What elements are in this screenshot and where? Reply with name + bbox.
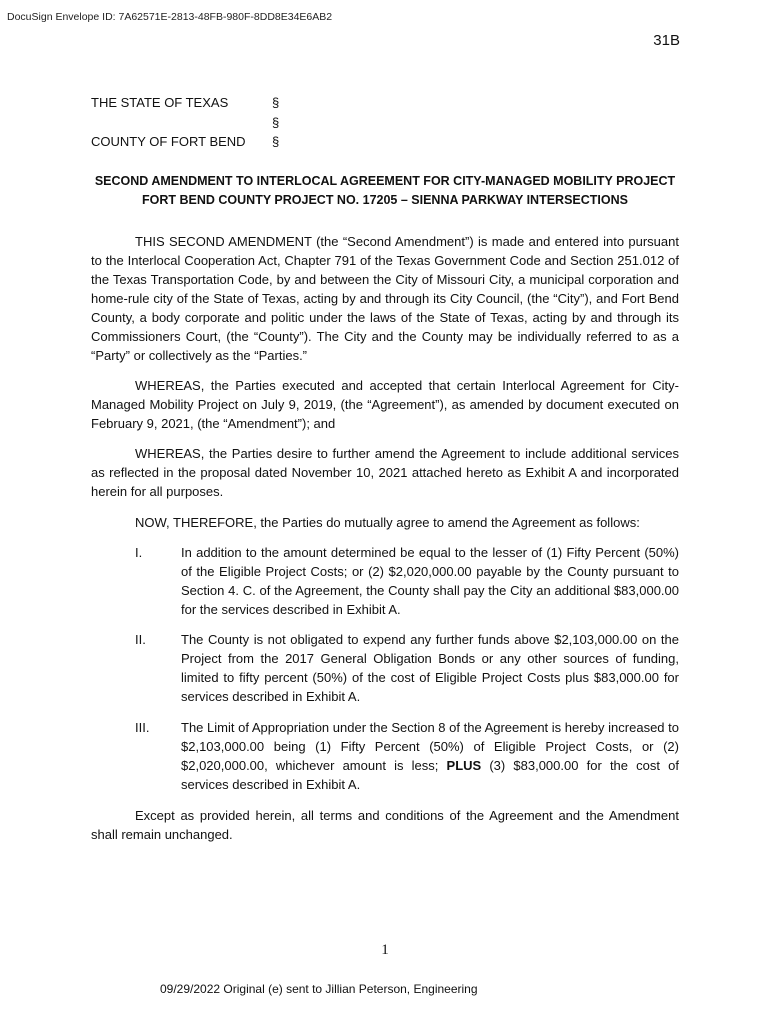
caption-state-row bbox=[91, 95, 280, 110]
section-symbol: § bbox=[272, 134, 280, 149]
item-text-bold: PLUS bbox=[446, 758, 482, 773]
caption-county-row bbox=[91, 134, 280, 149]
title-line-1: SECOND AMENDMENT TO INTERLOCAL AGREEMENT FOR CITY-MANAGED MOBILITY PROJECT bbox=[94, 174, 676, 188]
whereas-paragraph-1: WHEREAS, the Parties executed and accepted that certain Interlocal Agreement for City-Managed Mobility Project on July 9, 2019, (the “Agreement”), as amended by document executed on February 9, 2021, (the “Amendment”); and bbox=[91, 378, 679, 431]
item-number: II. bbox=[135, 632, 146, 647]
title-line-2: FORT BEND COUNTY PROJECT NO. 17205 – SIENNA PARKWAY INTERSECTIONS bbox=[142, 193, 628, 207]
caption-county: COUNTY OF FORT BEND bbox=[91, 134, 246, 149]
caption-state: THE STATE OF TEXAS bbox=[91, 95, 229, 110]
item-text-part-b: (3) $83,000.00 for the cost of services described in Exhibit A. bbox=[181, 758, 679, 792]
closing-paragraph: Except as provided herein, all terms and conditions of the Agreement and the Amendment shall remain unchanged. bbox=[91, 808, 679, 842]
whereas-paragraph-2: WHEREAS, the Parties desire to further amend the Agreement to include additional services as reflected in the proposal dated November 10, 2021 attached hereto as Exhibit A and incorporated herein for all purposes. bbox=[91, 446, 679, 499]
page-tag: 31B bbox=[653, 32, 680, 49]
section-symbol: § bbox=[272, 95, 280, 110]
footer-note: 09/29/2022 Original (e) sent to Jillian Peterson, Engineering bbox=[160, 982, 478, 996]
item-number: I. bbox=[135, 545, 143, 560]
section-symbol: § bbox=[272, 115, 280, 130]
item-number: III. bbox=[135, 720, 150, 735]
now-therefore-paragraph: NOW, THEREFORE, the Parties do mutually agree to amend the Agreement as follows: bbox=[135, 515, 640, 530]
intro-paragraph: THIS SECOND AMENDMENT (the “Second Amendment”) is made and entered into pursuant to the Interlocal Cooperation Act, Chapter 791 of the Texas Government Code and Section 251.012 of the Texas Transportation Code, by and between the City of Missouri City, a municipal corporation and home-rule city of the State of Texas, acting by and through its City Council, (the “City”), and Fort Bend County, a body corporate and politic under the laws of the State of Texas, acting by and through its Commissioners Court, (the “County”). The City and the County may be individually referred to as a “Party” or collectively as the “Parties.” bbox=[91, 234, 679, 363]
document-title bbox=[91, 172, 679, 210]
list-item bbox=[91, 630, 679, 706]
item-text-part-a: The Limit of Appropriation under the Section 8 of the Agreement is hereby increased to $2,103,000.00 being (1) Fifty Percent (50%) of Eligible Project Costs, or (2) $2,020,000.00, whichever amount is less; bbox=[181, 720, 679, 773]
list-item bbox=[91, 718, 679, 794]
item-text bbox=[181, 718, 679, 794]
page-number: 1 bbox=[381, 942, 389, 958]
list-item bbox=[91, 543, 679, 619]
envelope-id: DocuSign Envelope ID: 7A62571E-2813-48FB-980F-8DD8E34E6AB2 bbox=[7, 11, 333, 23]
item-text: The County is not obligated to expend any further funds above $2,103,000.00 on the Project from the 2017 General Obligation Bonds or any other sources of funding, limited to fifty percent (50%) of the cost of Eligible Project Costs plus $83,000.00 for services described in Exhibit A. bbox=[181, 632, 679, 704]
item-text: In addition to the amount determined be equal to the lesser of (1) Fifty Percent (50%) of the Eligible Project Costs; or (2) $2,020,000.00 payable by the County pursuant to Section 4. C. of the Agreement, the County shall pay the City an additional $83,000.00 for the services described in Exhibit A. bbox=[181, 545, 679, 617]
